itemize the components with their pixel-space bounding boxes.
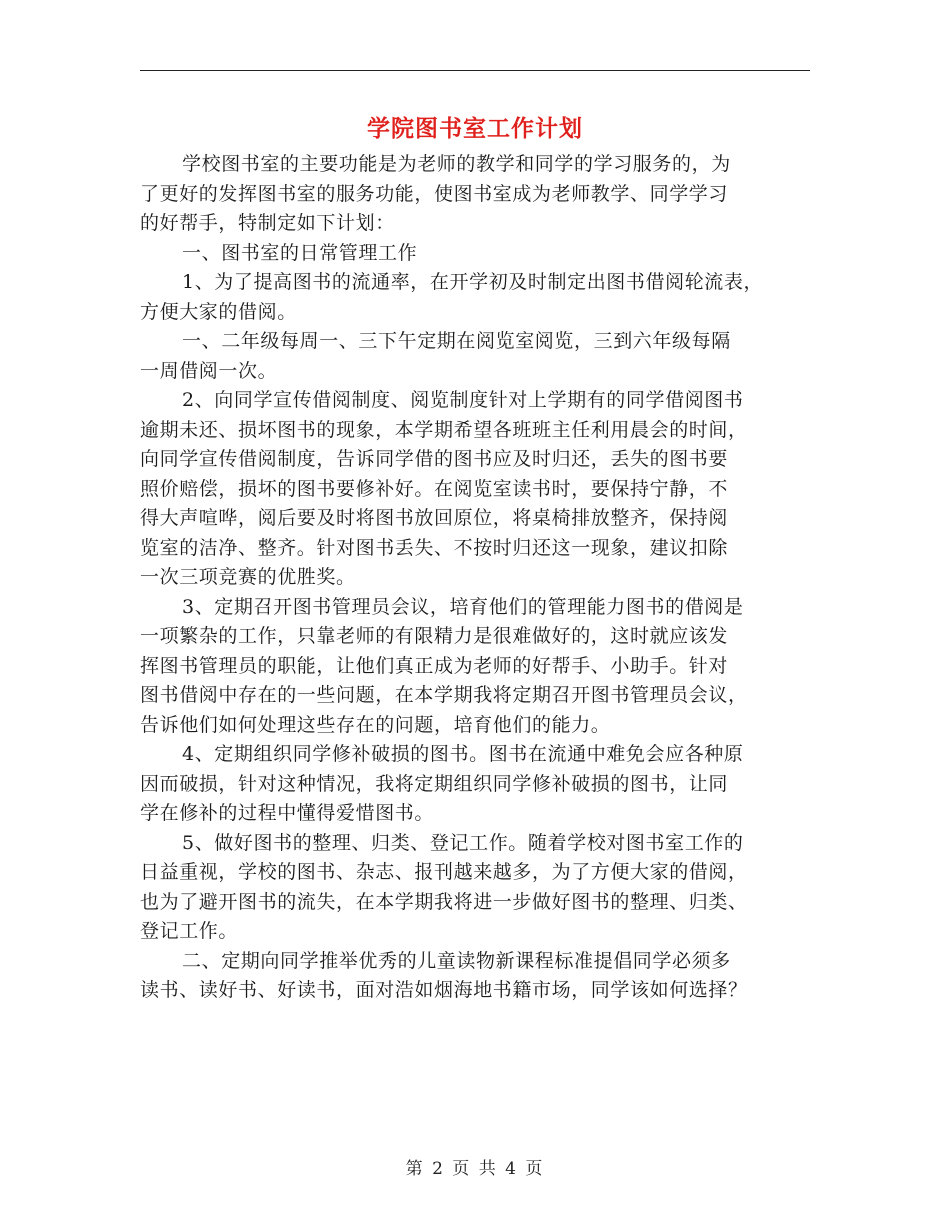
text-line: 方便大家的借阅。 xyxy=(140,300,297,323)
text-line: 得大声喧哗，阅后要及时将图书放回原位，将桌椅排放整齐，保持阅 xyxy=(140,507,729,529)
text-line: 5、做好图书的整理、归类、登记工作。随着学校对图书室工作的 xyxy=(182,831,744,854)
text-line: 图书借阅中存在的一些问题，在本学期我将定期召开图书管理员会议， xyxy=(140,684,748,706)
text-line: 1、为了提高图书的流通率，在开学初及时制定出图书借阅轮流表， xyxy=(182,271,764,293)
text-line: 也为了避开图书的流失，在本学期我将进一步做好图书的整理、归类、 xyxy=(140,890,748,913)
text-line: 一周借阅一次。 xyxy=(140,359,278,382)
text-line: 一、图书室的日常管理工作 xyxy=(182,241,418,264)
text-line: 4、定期组织同学修补破损的图书。图书在流通中难免会应各种原 xyxy=(182,743,744,765)
text-line: 的好帮手，特制定如下计划： xyxy=(140,212,395,234)
paragraph-item-1-detail xyxy=(140,327,812,386)
paragraph-item-2 xyxy=(140,386,812,593)
text-line: 一次三项竞赛的优胜奖。 xyxy=(140,566,356,588)
text-line: 了更好的发挥图书室的服务功能，使图书室成为老师教学、同学学习 xyxy=(140,182,729,205)
section-heading-2 xyxy=(140,947,812,1006)
text-line: 学校图书室的主要功能是为老师的教学和同学的学习服务的，为 xyxy=(182,153,731,175)
text-line: 日益重视，学校的图书、杂志、报刊越来越多，为了方便大家的借阅， xyxy=(140,861,748,883)
text-line: 一、二年级每周一、三下午定期在阅览室阅览，三到六年级每隔 xyxy=(182,330,731,352)
paragraph-item-1 xyxy=(140,268,812,327)
text-line: 挥图书管理员的职能，让他们真正成为老师的好帮手、小助手。针对 xyxy=(140,654,729,677)
text-line: 二、定期向同学推举优秀的儿童读物新课程标准提倡同学必须多 xyxy=(182,949,731,972)
text-line: 览室的洁净、整齐。针对图书丢失、不按时归还这一现象，建议扣除 xyxy=(140,536,729,559)
document-title: 学院图书室工作计划 xyxy=(367,116,583,142)
text-line: 因而破损，针对这种情况，我将定期组织同学修补破损的图书，让同 xyxy=(140,772,729,795)
text-line: 逾期未还、损坏图书的现象，本学期希望各班班主任利用晨会的时间， xyxy=(140,418,748,441)
page-number-footer: 第 2 页 共 4 页 xyxy=(405,1159,545,1179)
paragraph-item-3 xyxy=(140,593,812,741)
paragraph-item-5 xyxy=(140,829,812,947)
text-line: 3、定期召开图书管理员会议，培育他们的管理能力图书的借阅是 xyxy=(182,595,744,618)
text-line: 2、向同学宣传借阅制度、阅览制度针对上学期有的同学借阅图书 xyxy=(182,389,744,411)
paragraph-item-4 xyxy=(140,740,812,829)
text-line: 向同学宣传借阅制度，告诉同学借的图书应及时归还，丢失的图书要 xyxy=(140,448,729,470)
text-line: 一项繁杂的工作，只靠老师的有限精力是很难做好的，这时就应该发 xyxy=(140,625,729,647)
text-line: 登记工作。 xyxy=(140,920,239,942)
text-line: 学在修补的过程中懂得爱惜图书。 xyxy=(140,802,435,824)
text-line: 照价赔偿，损坏的图书要修补好。在阅览室读书时，要保持宁静，不 xyxy=(140,477,729,500)
section-heading-1 xyxy=(140,239,812,269)
document-body xyxy=(140,150,812,1006)
text-line: 读书、读好书、好读书，面对浩如烟海地书籍市场，同学该如何选择？ xyxy=(140,979,748,1001)
header-rule xyxy=(140,70,810,71)
text-line: 告诉他们如何处理这些存在的问题，培育他们的能力。 xyxy=(140,713,611,736)
paragraph-intro xyxy=(140,150,812,239)
